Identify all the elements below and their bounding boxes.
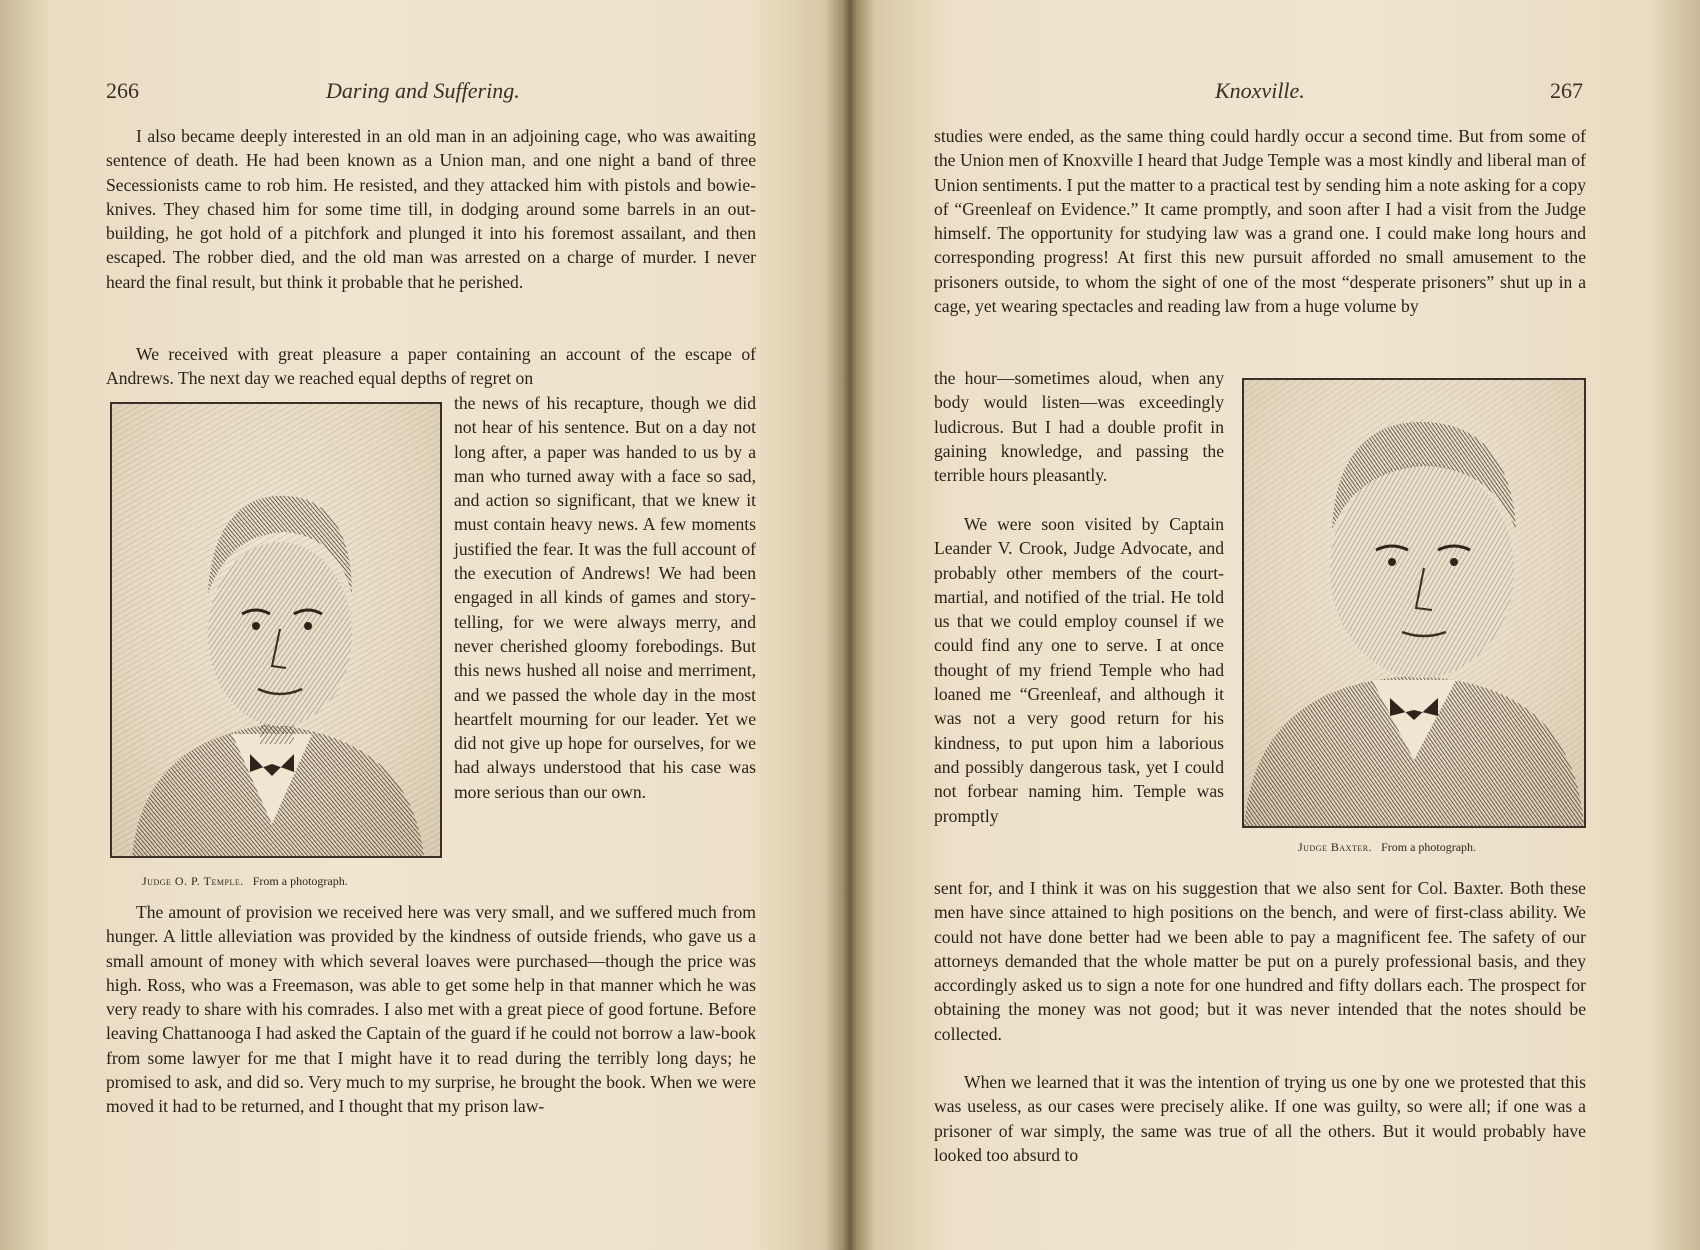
caption-temple (142, 874, 348, 889)
caption-baxter (1298, 840, 1476, 855)
caption-source: From a photograph. (1381, 840, 1477, 854)
left-para-1: I also became deeply interested in an old man in an adjoining cage, who was awaiting sentence of death. He had been known as a Union man, and one night a band of three Secessionists came to rob him. He resisted, and they attacked him with pistols and bowie-knives. They chased him for some time till, in dodging around some barrels in an out-building, he got hold of a pitchfork and plunged it into his foremost assailant, and then escaped. The robber died, and the old man was arrested on a charge of murder. I never heard the final result, but think it probable that he perished. (106, 126, 756, 292)
left-para-2-full: We received with great pleasure a paper containing an account of the escape of Andrews. The next day we reached equal depths of regret on (106, 344, 756, 389)
running-title: Knoxville. (1215, 78, 1305, 103)
left-para-3: The amount of provision we received here was very small, and we suffered much from hunger. A little alleviation was provided by the kindness of outside friends, who gave us a small amount of money with which several loaves were purchased—though the price was high. Ross, who was a Freemason, was able to get some help in that manner which he was very ready to share with his comrades. I also met with a great piece of good fortune. Before leaving Chattanooga I had asked the Captain of the guard if he could not borrow a law-book from some lawyer for me that I might have it to read during the terribly long days; he promised to ask, and did so. Very much to my surprise, he brought the book. When we were moved it had to be returned, and I thought that my prison law- (106, 902, 756, 1117)
right-para-2-full: sent for, and I think it was on his suggestion that we also sent for Col. Baxter. Both these men have since attained to high positions on the bench, and were of first-class ability. We could not have done better had we been able to pay a magnificent fee. The safety of our attorneys demanded that the whole matter be put on a purely professional basis, and they accordingly asked us to sign a note for one hundred and fifty dollars each. The prospect for obtaining the money was not good; but it was never intended that the notes should be collected. (934, 878, 1586, 1044)
portrait-plate-temple (110, 402, 442, 858)
right-para-3: When we learned that it was the intention of trying us one by one we protested that this was useless, as our cases were precisely alike. If one was guilty, so were all; if one was a prisoner of war simply, the same was true of all the others. But it would probably have looked too absurd to (934, 1072, 1586, 1165)
portrait-engraving-baxter (1244, 380, 1584, 826)
page-number: 267 (1550, 78, 1583, 103)
left-header (0, 78, 850, 106)
portrait-engraving-temple (112, 404, 440, 856)
right-page (850, 0, 1700, 1250)
portrait-plate-baxter (1242, 378, 1586, 828)
right-para-1-narrow: the hour—sometimes aloud, when any body would listen—was exceedingly ludicrous. But I had a double profit in gaining knowledge, and passing the terrible hours pleasantly. (934, 368, 1224, 486)
caption-name: Judge O. P. Temple. (142, 874, 244, 888)
right-header (850, 78, 1700, 106)
left-para-2-narrow: the news of his recapture, though we did not hear of his sentence. But on a day not long after, a paper was handed to us by a man who turned away with a face so sad, and action so significant, that we knew it must contain heavy news. A few moments justified the fear. It was the full account of the execution of Andrews! We had been engaged in all kinds of games and story-telling, for we were always merry, and never cherished gloomy forebodings. But this news hushed all noise and merriment, and we passed the whole day in the most heartfelt mourning for our leader. Yet we did not give up hope for ourselves, for we had always understood that his case was more serious than our own. (454, 393, 756, 802)
running-title: Daring and Suffering. (326, 78, 520, 103)
page-number: 266 (106, 78, 139, 103)
caption-source: From a photograph. (252, 874, 348, 888)
right-para-2-narrow: We were soon visited by Captain Leander V. Crook, Judge Advocate, and probably other members of the court-martial, and notified of the trial. He told us that we could employ counsel if we could find any one to serve. I at once thought of my friend Temple who had loaned me “Greenleaf, and although it was not a very good return for his kindness, to put upon him a laborious and possibly dangerous task, yet I could not forbear naming him. Temple was promptly (934, 514, 1224, 826)
caption-name: Judge Baxter. (1298, 840, 1373, 854)
right-para-1-full: studies were ended, as the same thing could hardly occur a second time. But from some of the Union men of Knoxville I heard that Judge Temple was a most kindly and liberal man of Union sentiments. I put the matter to a practical test by sending him a note asking for a copy of “Greenleaf on Evidence.” It came promptly, and soon after I had a visit from the Judge himself. The opportunity for studying law was a grand one. I could make long hours and corresponding progress! At first this new pursuit afforded no small amusement to the prisoners outside, to whom the sight of one of the most “desperate prisoners” shut up in a cage, yet wearing spectacles and reading law from a huge volume by (934, 126, 1586, 317)
